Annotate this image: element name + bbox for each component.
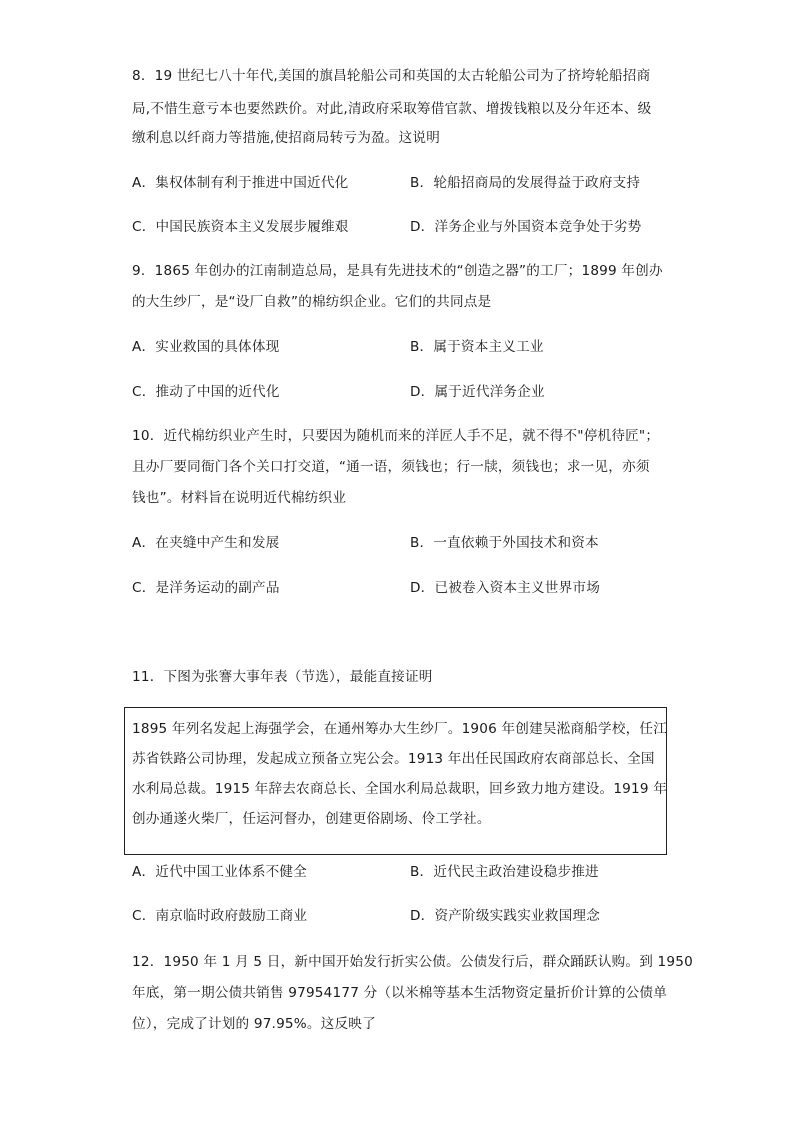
question-9-option-a: A．实业救国的具体体现 — [132, 339, 280, 355]
question-9-stem-line-2: 的大生纱厂，是“设厂自救”的棉纺织企业。它们的共同点是 — [132, 294, 492, 310]
question-11-option-c: C．南京临时政府鼓励工商业 — [132, 908, 308, 924]
question-10-option-a: A．在夹缝中产生和发展 — [132, 535, 280, 551]
question-12-stem-line-1: 12．1950 年 1 月 5 日，新中国开始发行折实公债。公债发行后，群众踊跃认购。到 1950 — [132, 954, 693, 970]
question-8-option-a: A．集权体制有利于推进中国近代化 — [132, 175, 349, 191]
question-10-option-d: D．已被卷入资本主义世界市场 — [410, 580, 600, 596]
question-10-stem-line-3: 钱也”。材料旨在说明近代棉纺织业 — [132, 490, 347, 506]
chronology-line-4: 创办通遂火柴厂，任运河督办，创建更俗剧场、伶工学社。 — [132, 811, 491, 827]
question-9-option-c: C．推动了中国的近代化 — [132, 384, 280, 400]
question-8-stem-line-3: 缴利息以纤商力等措施,使招商局转亏为盈。这说明 — [132, 130, 440, 146]
chronology-line-1: 1895 年列名发起上海强学会，在通州筹办大生纱厂。1906 年创建吴淞商船学校，任江 — [132, 721, 668, 737]
question-10-stem-line-2: 且办厂要同衙门各个关口打交道，“通一语，须钱也；行一牍，须钱也；求一见，亦须 — [132, 459, 650, 475]
chronology-box — [124, 707, 667, 855]
question-10-option-c: C．是洋务运动的副产品 — [132, 580, 280, 596]
question-11-option-d: D．资产阶级实践实业救国理念 — [410, 908, 600, 924]
question-12-stem-line-3: 位），完成了计划的 97.95%。这反映了 — [132, 1016, 376, 1032]
question-9-option-d: D．属于近代洋务企业 — [410, 384, 545, 400]
question-10-stem-line-1: 10．近代棉纺织业产生时，只要因为随机而来的洋匠人手不足，就不得不"停机待匠"； — [132, 428, 660, 444]
question-8-option-c: C．中国民族资本主义发展步履维艰 — [132, 219, 349, 235]
question-8-stem-line-1: 8．19 世纪七八十年代,美国的旗昌轮船公司和英国的太古轮船公司为了挤垮轮船招商 — [132, 68, 651, 84]
chronology-line-3: 水利局总裁。1915 年辞去农商总长、全国水利局总裁职，回乡致力地方建设。1919 年 — [132, 781, 668, 797]
chronology-line-2: 苏省铁路公司协理，发起成立预备立宪公会。1913 年出任民国政府农商部总长、全国 — [132, 751, 655, 767]
question-12-stem-line-2: 年底，第一期公债共销售 97954177 分（以米棉等基本生活物资定量折价计算的公债单 — [132, 985, 668, 1001]
question-8-option-b: B．轮船招商局的发展得益于政府支持 — [410, 175, 641, 191]
question-11-option-a: A．近代中国工业体系不健全 — [132, 864, 308, 880]
question-10-option-b: B．一直依赖于外国技术和资本 — [410, 535, 599, 551]
question-8-option-d: D．洋务企业与外国资本竞争处于劣势 — [410, 219, 642, 235]
question-9-stem-line-1: 9．1865 年创办的江南制造总局，是具有先进技术的“创造之器”的工厂；1899 年创办 — [132, 263, 663, 279]
question-9-option-b: B．属于资本主义工业 — [410, 339, 544, 355]
question-11-option-b: B．近代民主政治建设稳步推进 — [410, 864, 599, 880]
question-8-stem-line-2: 局,不惜生意亏本也要然跌价。对此,清政府采取筹借官款、增拨钱粮以及分年还本、级 — [132, 101, 652, 117]
question-11-stem: 11．下图为张謇大事年表（节选），最能直接证明 — [132, 669, 433, 685]
